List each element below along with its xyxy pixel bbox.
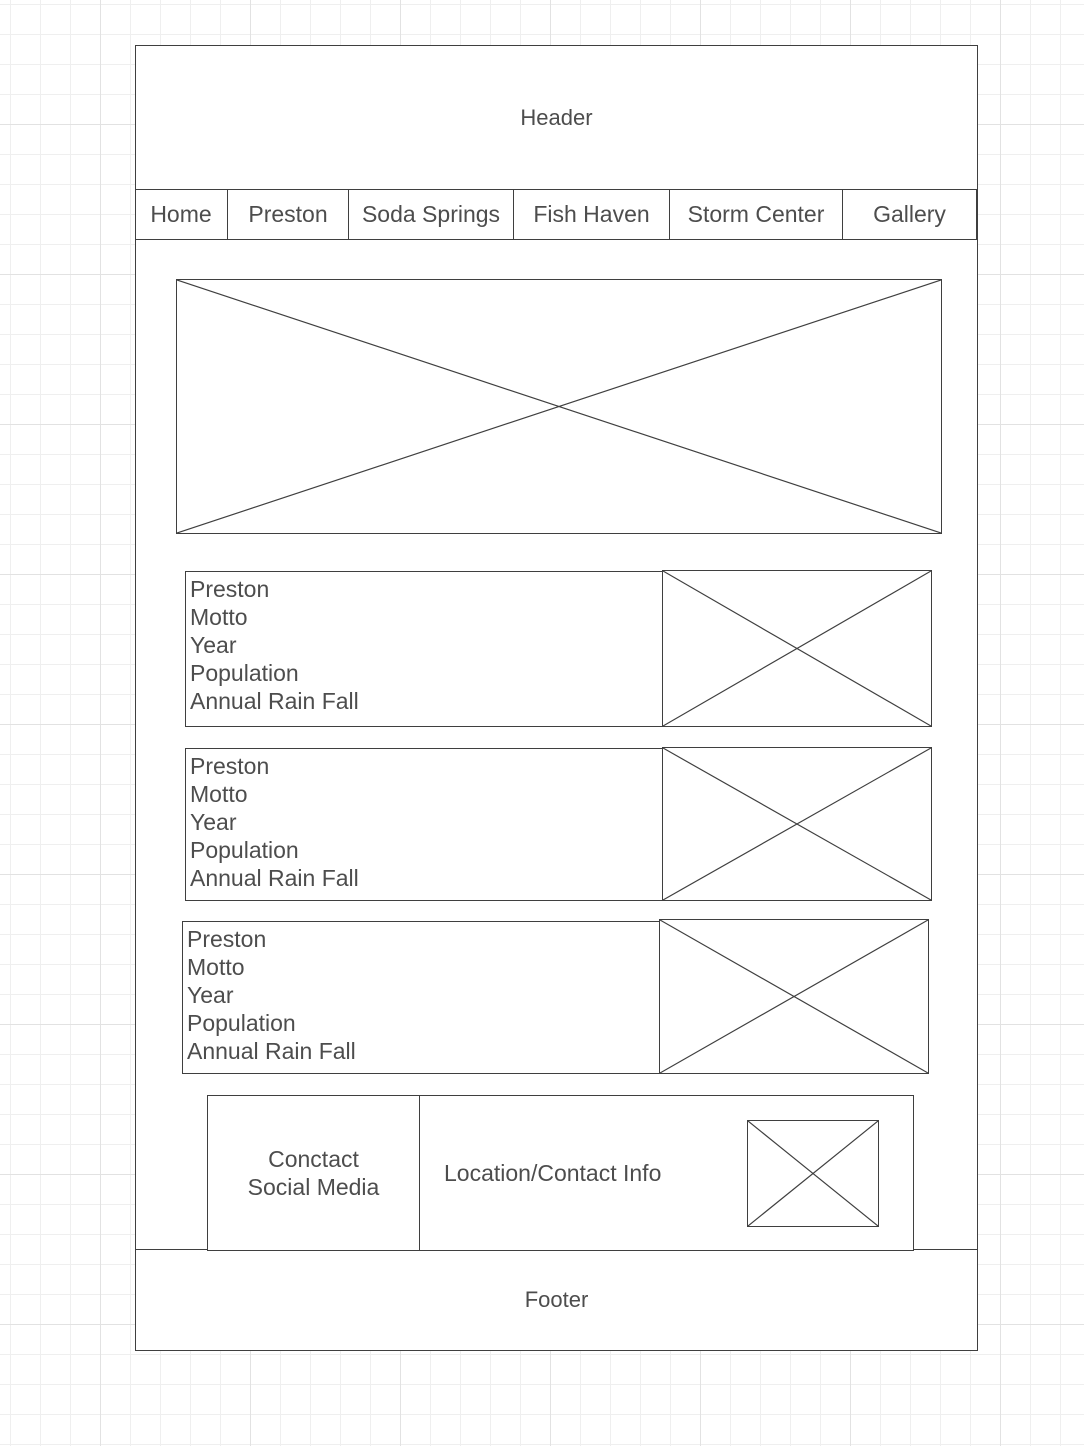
town-motto: Motto xyxy=(187,954,245,980)
town-image-placeholder xyxy=(662,570,932,727)
town-name: Preston xyxy=(190,753,270,779)
town-year: Year xyxy=(190,632,237,658)
image-placeholder-icon xyxy=(748,1121,878,1226)
town-population: Population xyxy=(190,837,299,863)
town-rainfall: Annual Rain Fall xyxy=(190,688,359,714)
nav-label: Soda Springs xyxy=(361,201,501,227)
town-card xyxy=(185,748,663,901)
location-contact-info: Location/Contact Info xyxy=(444,1159,662,1186)
nav-item-gallery[interactable] xyxy=(843,190,977,239)
town-name: Preston xyxy=(187,926,267,952)
town-image-placeholder xyxy=(662,747,932,901)
contact-label: Conctact xyxy=(268,1146,359,1172)
image-placeholder-icon xyxy=(660,920,928,1073)
footer xyxy=(135,1249,978,1351)
nav-label: Storm Center xyxy=(687,201,825,227)
header-label: Header xyxy=(520,104,593,130)
town-motto: Motto xyxy=(190,604,248,630)
town-rainfall: Annual Rain Fall xyxy=(190,865,359,891)
nav-item-home[interactable] xyxy=(135,190,228,239)
town-card xyxy=(182,921,660,1074)
footer-label: Footer xyxy=(524,1287,589,1312)
town-image-placeholder xyxy=(659,919,929,1074)
town-name: Preston xyxy=(190,576,270,602)
contact-section xyxy=(207,1095,914,1251)
nav-label: Fish Haven xyxy=(533,201,650,227)
map-image-placeholder xyxy=(747,1120,879,1227)
image-placeholder-icon xyxy=(177,280,941,533)
social-media-label: Social Media xyxy=(247,1174,380,1200)
town-year: Year xyxy=(187,982,234,1008)
nav-item-preston[interactable] xyxy=(228,190,349,239)
nav-label: Preston xyxy=(248,201,328,227)
hero-image-placeholder xyxy=(176,279,942,534)
nav-item-fish-haven[interactable] xyxy=(514,190,670,239)
town-motto: Motto xyxy=(190,781,248,807)
town-card xyxy=(185,571,663,727)
header xyxy=(135,45,978,190)
image-placeholder-icon xyxy=(663,748,931,900)
image-placeholder-icon xyxy=(663,571,931,726)
town-year: Year xyxy=(190,809,237,835)
nav-label: Home xyxy=(150,201,212,227)
nav-label: Gallery xyxy=(873,201,946,227)
nav-bar xyxy=(135,189,978,240)
town-population: Population xyxy=(190,660,299,686)
town-population: Population xyxy=(187,1010,296,1036)
nav-item-soda-springs[interactable] xyxy=(349,190,514,239)
town-rainfall: Annual Rain Fall xyxy=(187,1038,356,1064)
contact-social-block xyxy=(208,1096,420,1250)
nav-item-storm-center[interactable] xyxy=(670,190,843,239)
